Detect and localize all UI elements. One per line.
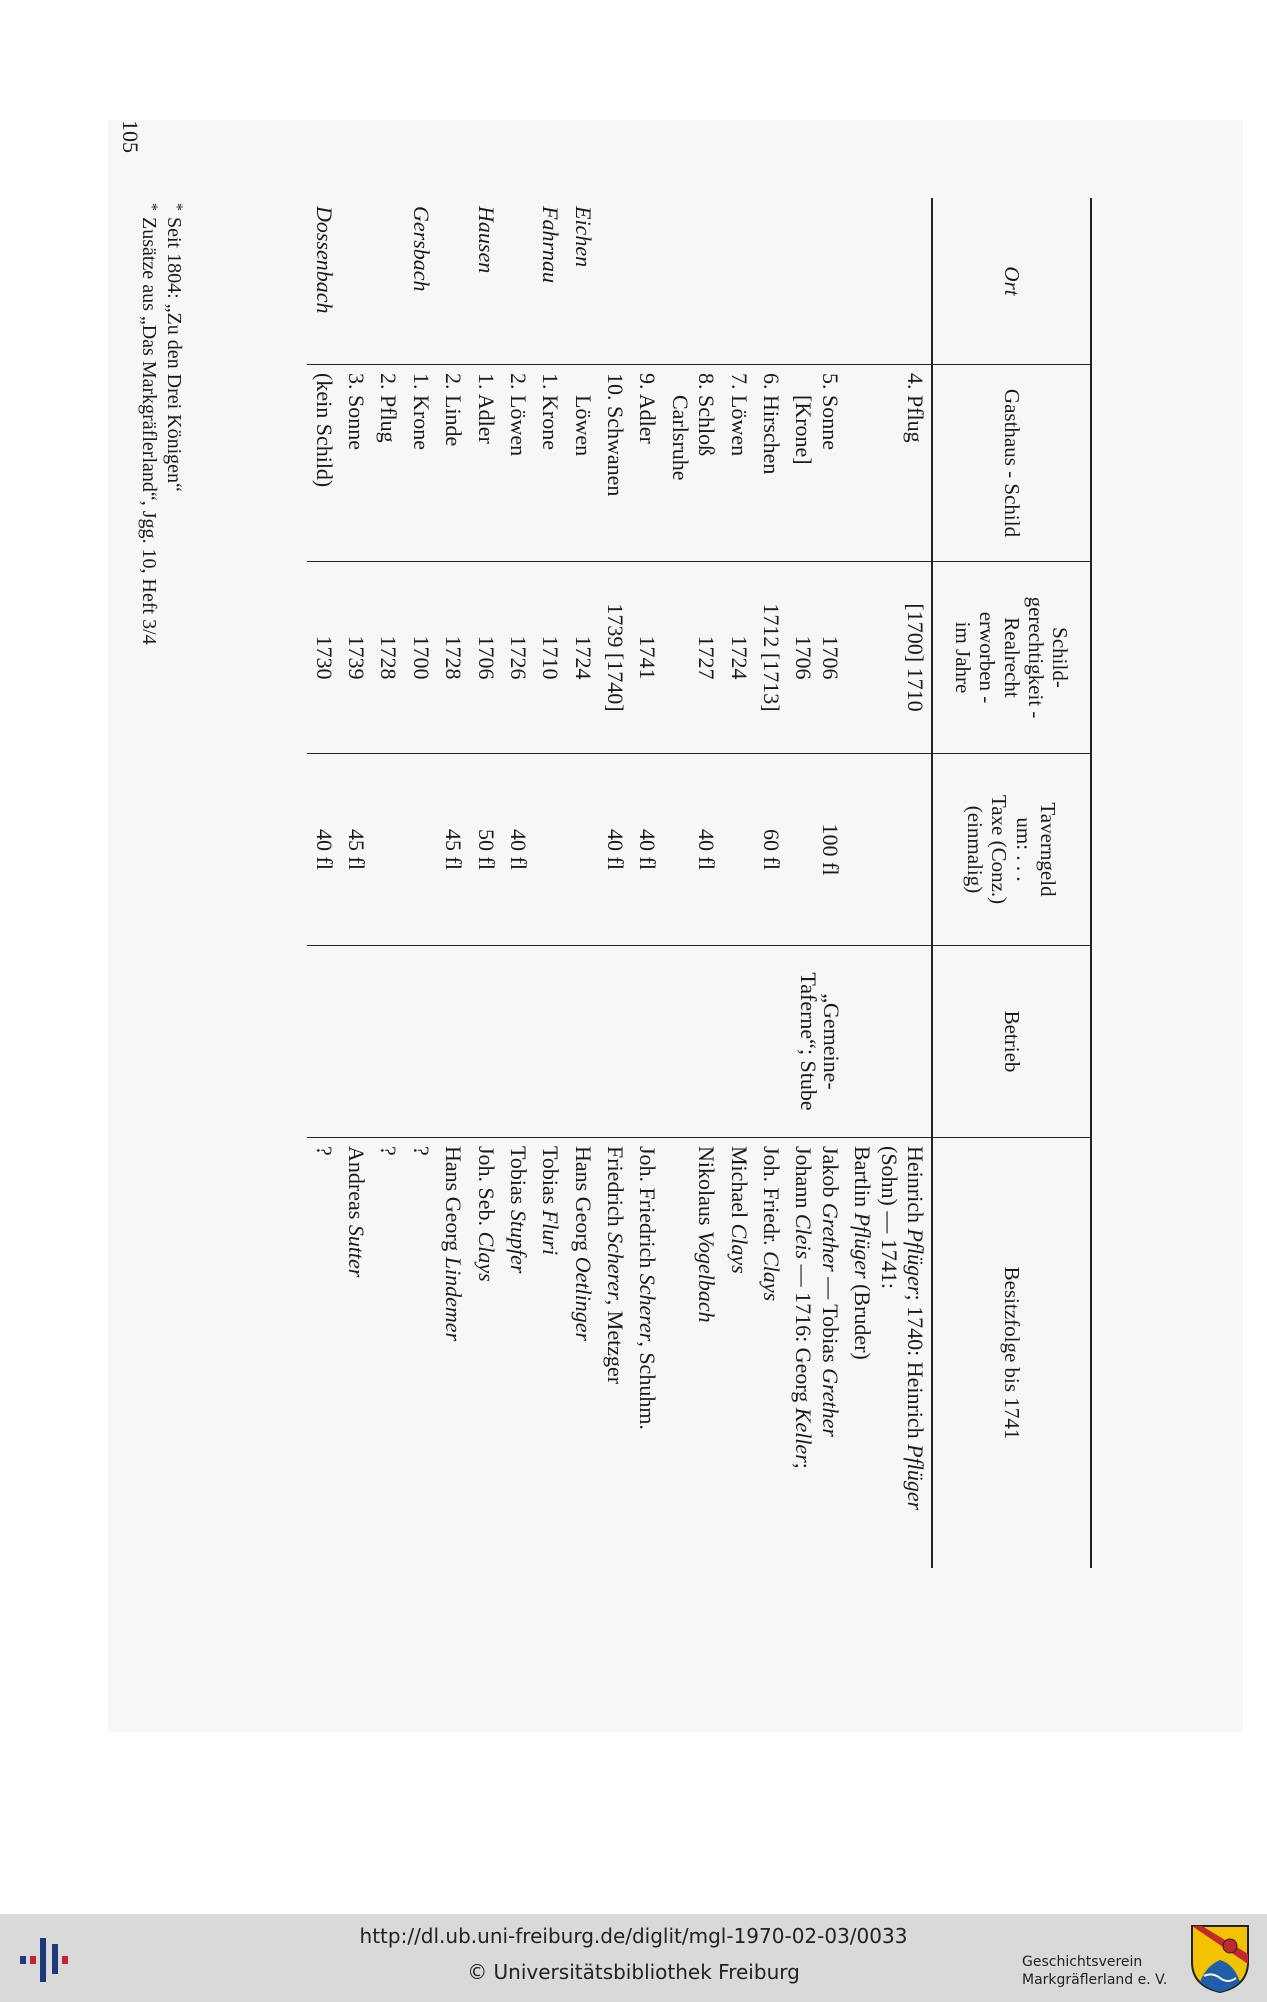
cell-year: 1730	[307, 562, 339, 754]
cell-year: 1727	[663, 562, 722, 754]
cell-besitzfolge	[846, 1138, 932, 1569]
besitz-line: Friedrich Scherer, Metzger	[603, 1146, 629, 1385]
besitz-line: Johann Cleis — 1716: Georg Keller;	[791, 1146, 817, 1469]
cell-gasthaus: 1. Krone	[534, 365, 566, 562]
cell-betrieb	[755, 946, 787, 1138]
table-row	[372, 198, 404, 1568]
cell-taxe	[404, 754, 436, 946]
cell-ort: Fahrnau	[538, 206, 564, 283]
cell-year: 1712 [1713]	[755, 562, 787, 754]
cell-gasthaus: 1. Krone	[404, 365, 436, 562]
cell-besitzfolge	[502, 1138, 534, 1569]
cell-besitzfolge	[787, 1138, 846, 1569]
header-taverngeld: Taverngeld um: . . . Taxe (Conz.) (einmalig)	[932, 754, 1091, 946]
cell-taxe: 40 fl	[599, 754, 631, 946]
table-row	[663, 198, 722, 1568]
cell-taxe: 40 fl	[631, 754, 663, 946]
cell-year: 1728	[372, 562, 404, 754]
cell-gasthaus: 3. Sonne	[340, 365, 372, 562]
cell-besitzfolge	[534, 1138, 566, 1569]
cell-year: 1739 [1740]	[599, 562, 631, 754]
table-row	[755, 198, 787, 1568]
cell-year: 1741	[631, 562, 663, 754]
cell-betrieb: „Gemeine- Taferne“; Stube	[787, 946, 846, 1138]
besitz-line: Tobias Stupfer	[505, 1146, 531, 1274]
besitz-line: Nikolaus Vogelbach	[694, 1146, 720, 1323]
cell-gasthaus: 1. Adler	[469, 365, 501, 562]
cell-year: 1726	[502, 562, 534, 754]
table-row	[340, 198, 372, 1568]
inn-register-table	[307, 198, 1092, 1568]
besitz-line: Hans Georg Lindemer	[441, 1146, 467, 1342]
cell-gasthaus: 10. Schwanen	[599, 365, 631, 562]
besitz-line: Heinrich Pflüger; 1740: Heinrich Pflüger (Sohn) — 1741:	[876, 1146, 928, 1511]
society-name: Geschichtsverein Markgräflerland e. V.	[1022, 1954, 1168, 1988]
besitz-line: Bartlin Pflüger (Bruder)	[850, 1146, 876, 1360]
table-row	[404, 198, 436, 1568]
table-row	[787, 198, 846, 1568]
cell-ort	[502, 198, 534, 365]
cell-year: 1706	[469, 562, 501, 754]
library-footer-bar	[0, 1914, 1267, 2002]
cell-year: 1739	[340, 562, 372, 754]
besitz-line: Michael Clays	[726, 1146, 752, 1274]
cell-betrieb	[307, 946, 339, 1138]
besitz-line: Joh. Seb. Clays	[473, 1146, 499, 1282]
header-besitzfolge: Besitzfolge bis 1741	[932, 1138, 1091, 1569]
cell-ort	[372, 198, 404, 365]
besitz-line: ?	[408, 1146, 434, 1156]
table-row	[307, 198, 339, 1568]
page-number: 105	[118, 120, 143, 153]
copyright-text: © Universitätsbibliothek Freiburg	[467, 1960, 800, 1984]
cell-betrieb	[631, 946, 663, 1138]
cell-year: 1724	[566, 562, 598, 754]
cell-gasthaus: 9. Adler	[631, 365, 663, 562]
cell-ort	[663, 198, 722, 365]
cell-betrieb	[534, 946, 566, 1138]
cell-gasthaus: 2. Pflug	[372, 365, 404, 562]
table-row	[437, 198, 469, 1568]
cell-besitzfolge	[663, 1138, 722, 1569]
cell-gasthaus: Löwen	[566, 365, 598, 562]
cell-ort: Hausen	[473, 206, 499, 274]
footnote-1: *Seit 1804: „Zu den Drei Königen“	[163, 203, 185, 492]
table-row	[534, 198, 566, 1568]
cell-betrieb	[722, 946, 754, 1138]
cell-ort	[340, 198, 372, 365]
cell-gasthaus: 2. Linde	[437, 365, 469, 562]
cell-besitzfolge	[307, 1138, 339, 1569]
cell-ort	[846, 198, 932, 365]
cell-betrieb	[372, 946, 404, 1138]
cell-taxe: 60 fl	[755, 754, 787, 946]
besitz-line: ?	[311, 1146, 337, 1156]
document-url[interactable]: http://dl.ub.uni-freiburg.de/diglit/mgl-1970-02-03/0033	[359, 1924, 908, 1948]
besitz-line: Joh. Friedr. Clays	[759, 1146, 785, 1302]
cell-taxe: 100 fl	[787, 754, 846, 946]
cell-besitzfolge	[437, 1138, 469, 1569]
cell-year: 1724	[722, 562, 754, 754]
besitz-line: ?	[376, 1146, 402, 1156]
table-row	[566, 198, 598, 1568]
cell-betrieb	[566, 946, 598, 1138]
cell-gasthaus: 4. Pflug	[846, 365, 932, 562]
header-betrieb: Betrieb	[932, 946, 1091, 1138]
cell-taxe	[722, 754, 754, 946]
table-row	[502, 198, 534, 1568]
cell-ort: Eichen	[570, 206, 596, 268]
cell-betrieb	[469, 946, 501, 1138]
cell-besitzfolge	[631, 1138, 663, 1569]
cell-ort	[599, 198, 631, 365]
cell-year: 1728	[437, 562, 469, 754]
cell-besitzfolge	[469, 1138, 501, 1569]
table-header-row	[932, 198, 1091, 1568]
cell-betrieb	[502, 946, 534, 1138]
table-row	[631, 198, 663, 1568]
cell-ort: Dossenbach	[311, 206, 337, 314]
cell-besitzfolge	[755, 1138, 787, 1569]
cell-year: 1706 1706	[787, 562, 846, 754]
table-row	[846, 198, 932, 1568]
cell-taxe: 45 fl	[340, 754, 372, 946]
cell-taxe	[846, 754, 932, 946]
cell-betrieb	[340, 946, 372, 1138]
cell-taxe: 50 fl	[469, 754, 501, 946]
table-row	[469, 198, 501, 1568]
table-row	[722, 198, 754, 1568]
cell-gasthaus: 8. Schloß Carlsruhe	[663, 365, 722, 562]
cell-year: [1700] 1710	[846, 562, 932, 754]
cell-betrieb	[437, 946, 469, 1138]
cell-betrieb	[404, 946, 436, 1138]
besitz-line: Jakob Grether — Tobias Grether	[817, 1146, 843, 1437]
cell-taxe	[566, 754, 598, 946]
cell-taxe: 45 fl	[437, 754, 469, 946]
footnotes	[136, 203, 186, 645]
cell-gasthaus: (kein Schild)	[307, 365, 339, 562]
cell-gasthaus: 2. Löwen	[502, 365, 534, 562]
cell-year: 1700	[404, 562, 436, 754]
cell-ort	[755, 198, 787, 365]
cell-ort	[437, 198, 469, 365]
rotated-page-content	[116, 120, 1246, 1730]
cell-besitzfolge	[372, 1138, 404, 1569]
table-body	[307, 198, 932, 1568]
cell-besitzfolge	[722, 1138, 754, 1569]
besitz-line: Hans Georg Oetlinger	[570, 1146, 596, 1342]
table-row	[599, 198, 631, 1568]
besitz-line: Joh. Friedrich Scherer, Schuhm.	[635, 1146, 661, 1430]
header-gasthaus: Gasthaus - Schild	[932, 365, 1091, 562]
cell-ort: Gersbach	[408, 206, 434, 292]
cell-ort	[722, 198, 754, 365]
cell-ort	[631, 198, 663, 365]
cell-gasthaus: 6. Hirschen	[755, 365, 787, 562]
society-crest-icon	[1190, 1924, 1250, 1994]
besitz-line: Andreas Sutter	[343, 1146, 369, 1278]
cell-besitzfolge	[599, 1138, 631, 1569]
cell-year: 1710	[534, 562, 566, 754]
cell-taxe: 40 fl	[502, 754, 534, 946]
header-gerechtigkeit: Schild- gerechtigkeit - Realrecht erworben - im Jahre	[932, 562, 1091, 754]
cell-besitzfolge	[340, 1138, 372, 1569]
cell-gasthaus: 7. Löwen	[722, 365, 754, 562]
cell-besitzfolge	[404, 1138, 436, 1569]
cell-taxe	[372, 754, 404, 946]
cell-ort	[787, 198, 846, 365]
cell-betrieb	[663, 946, 722, 1138]
cell-betrieb	[846, 946, 932, 1138]
cell-taxe: 40 fl	[307, 754, 339, 946]
cell-taxe: 40 fl	[663, 754, 722, 946]
besitz-line: Tobias Fluri	[538, 1146, 564, 1256]
cell-gasthaus: 5. Sonne [Krone]	[787, 365, 846, 562]
footnote-2: *Zusätze aus „Das Markgräflerland“, Jgg. 10, Heft 3/4	[138, 203, 160, 645]
cell-betrieb	[599, 946, 631, 1138]
cell-besitzfolge	[566, 1138, 598, 1569]
cell-taxe	[534, 754, 566, 946]
header-ort: Ort	[999, 266, 1024, 296]
